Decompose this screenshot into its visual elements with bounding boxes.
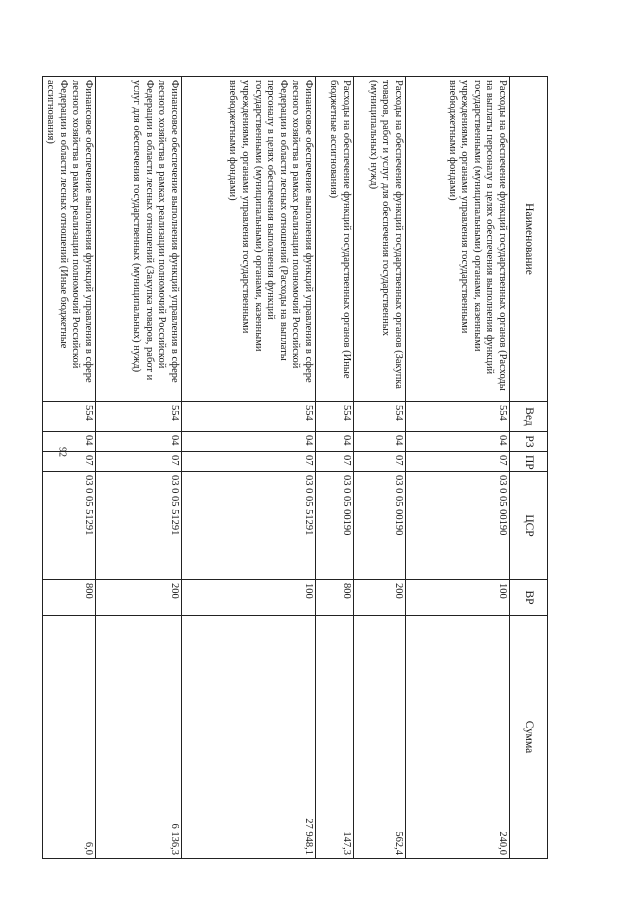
cell-sum: 147,3 [316, 616, 354, 859]
cell-csr: 03 0 05 51291 [42, 472, 95, 580]
cell-pr: 07 [316, 452, 354, 472]
table-row [96, 77, 182, 859]
cell-ved: 554 [42, 402, 95, 432]
cell-sum: 27 948,1 [182, 616, 316, 859]
cell-rz: 04 [182, 432, 316, 452]
cell-ved: 554 [406, 402, 510, 432]
budget-table [42, 76, 548, 859]
cell-ved: 554 [316, 402, 354, 432]
cell-csr: 03 0 05 00190 [406, 472, 510, 580]
cell-ved: 554 [96, 402, 182, 432]
table-row [406, 77, 510, 859]
cell-rz: 04 [406, 432, 510, 452]
page-number: 92 [56, 447, 68, 457]
cell-name: Расходы на обеспечение функций государственных органов (Расходы на выплаты персоналу в целях обеспечения выполнения функций государственными (муниципальными) органами, казенными учреждениями, органами управления государственными внебюджетными фондами) [406, 77, 510, 402]
cell-rz: 04 [316, 432, 354, 452]
cell-csr: 03 0 05 00190 [316, 472, 354, 580]
table-row [42, 77, 95, 859]
cell-pr: 07 [406, 452, 510, 472]
cell-sum: 6 136,3 [96, 616, 182, 859]
cell-name: Финансовое обеспечение выполнения функций управления в сфере лесного хозяйства в рамках реализации полномочий Российской Федерации в области лесных отношений (Иные бюджетные ассигнования) [42, 77, 95, 402]
cell-ved: 554 [182, 402, 316, 432]
cell-pr: 07 [42, 452, 95, 472]
table-row [354, 77, 406, 859]
cell-sum: 240,0 [406, 616, 510, 859]
cell-sum: 562,4 [354, 616, 406, 859]
cell-rz: 04 [42, 432, 95, 452]
cell-csr: 03 0 05 51291 [182, 472, 316, 580]
cell-name: Финансовое обеспечение выполнения функций управления в сфере лесного хозяйства в рамках реализации полномочий Российской Федерации в области лесных отношений (Закупка товаров, работ и услуг для обеспечения государственных (муниципальных) нужд) [96, 77, 182, 402]
table-row [182, 77, 316, 859]
header-rz: РЗ [510, 432, 548, 452]
table-row [316, 77, 354, 859]
cell-rz: 04 [354, 432, 406, 452]
cell-vr: 800 [42, 580, 95, 616]
table-header-row [510, 77, 548, 859]
header-ved: Вед [510, 402, 548, 432]
cell-name: Финансовое обеспечение выполнения функций управления в сфере лесного хозяйства в рамках реализации полномочий Российской Федерации в области лесных отношений (Расходы на выплаты персоналу в целях обеспечения выполнения функций государственными (муниципальными) органами, казенными учреждениями, органами управления государственными внебюджетными фондами) [182, 77, 316, 402]
header-pr: ПР [510, 452, 548, 472]
cell-csr: 03 0 05 51291 [96, 472, 182, 580]
cell-name: Расходы на обеспечение функций государственных органов (Иные бюджетные ассигнования) [316, 77, 354, 402]
cell-vr: 100 [182, 580, 316, 616]
cell-sum: 6,0 [42, 616, 95, 859]
cell-pr: 07 [182, 452, 316, 472]
header-vr: ВР [510, 580, 548, 616]
cell-csr: 03 0 05 00190 [354, 472, 406, 580]
cell-vr: 800 [316, 580, 354, 616]
cell-vr: 200 [96, 580, 182, 616]
cell-rz: 04 [96, 432, 182, 452]
header-sum: Сумма [510, 616, 548, 859]
cell-ved: 554 [354, 402, 406, 432]
cell-name: Расходы на обеспечение функций государственных органов (Закупка товаров, работ и услуг для обеспечения государственных (муниципальных) нужд) [354, 77, 406, 402]
header-name: Наименование [510, 77, 548, 402]
cell-vr: 200 [354, 580, 406, 616]
cell-vr: 100 [406, 580, 510, 616]
cell-pr: 07 [96, 452, 182, 472]
cell-pr: 07 [354, 452, 406, 472]
header-csr: ЦСР [510, 472, 548, 580]
